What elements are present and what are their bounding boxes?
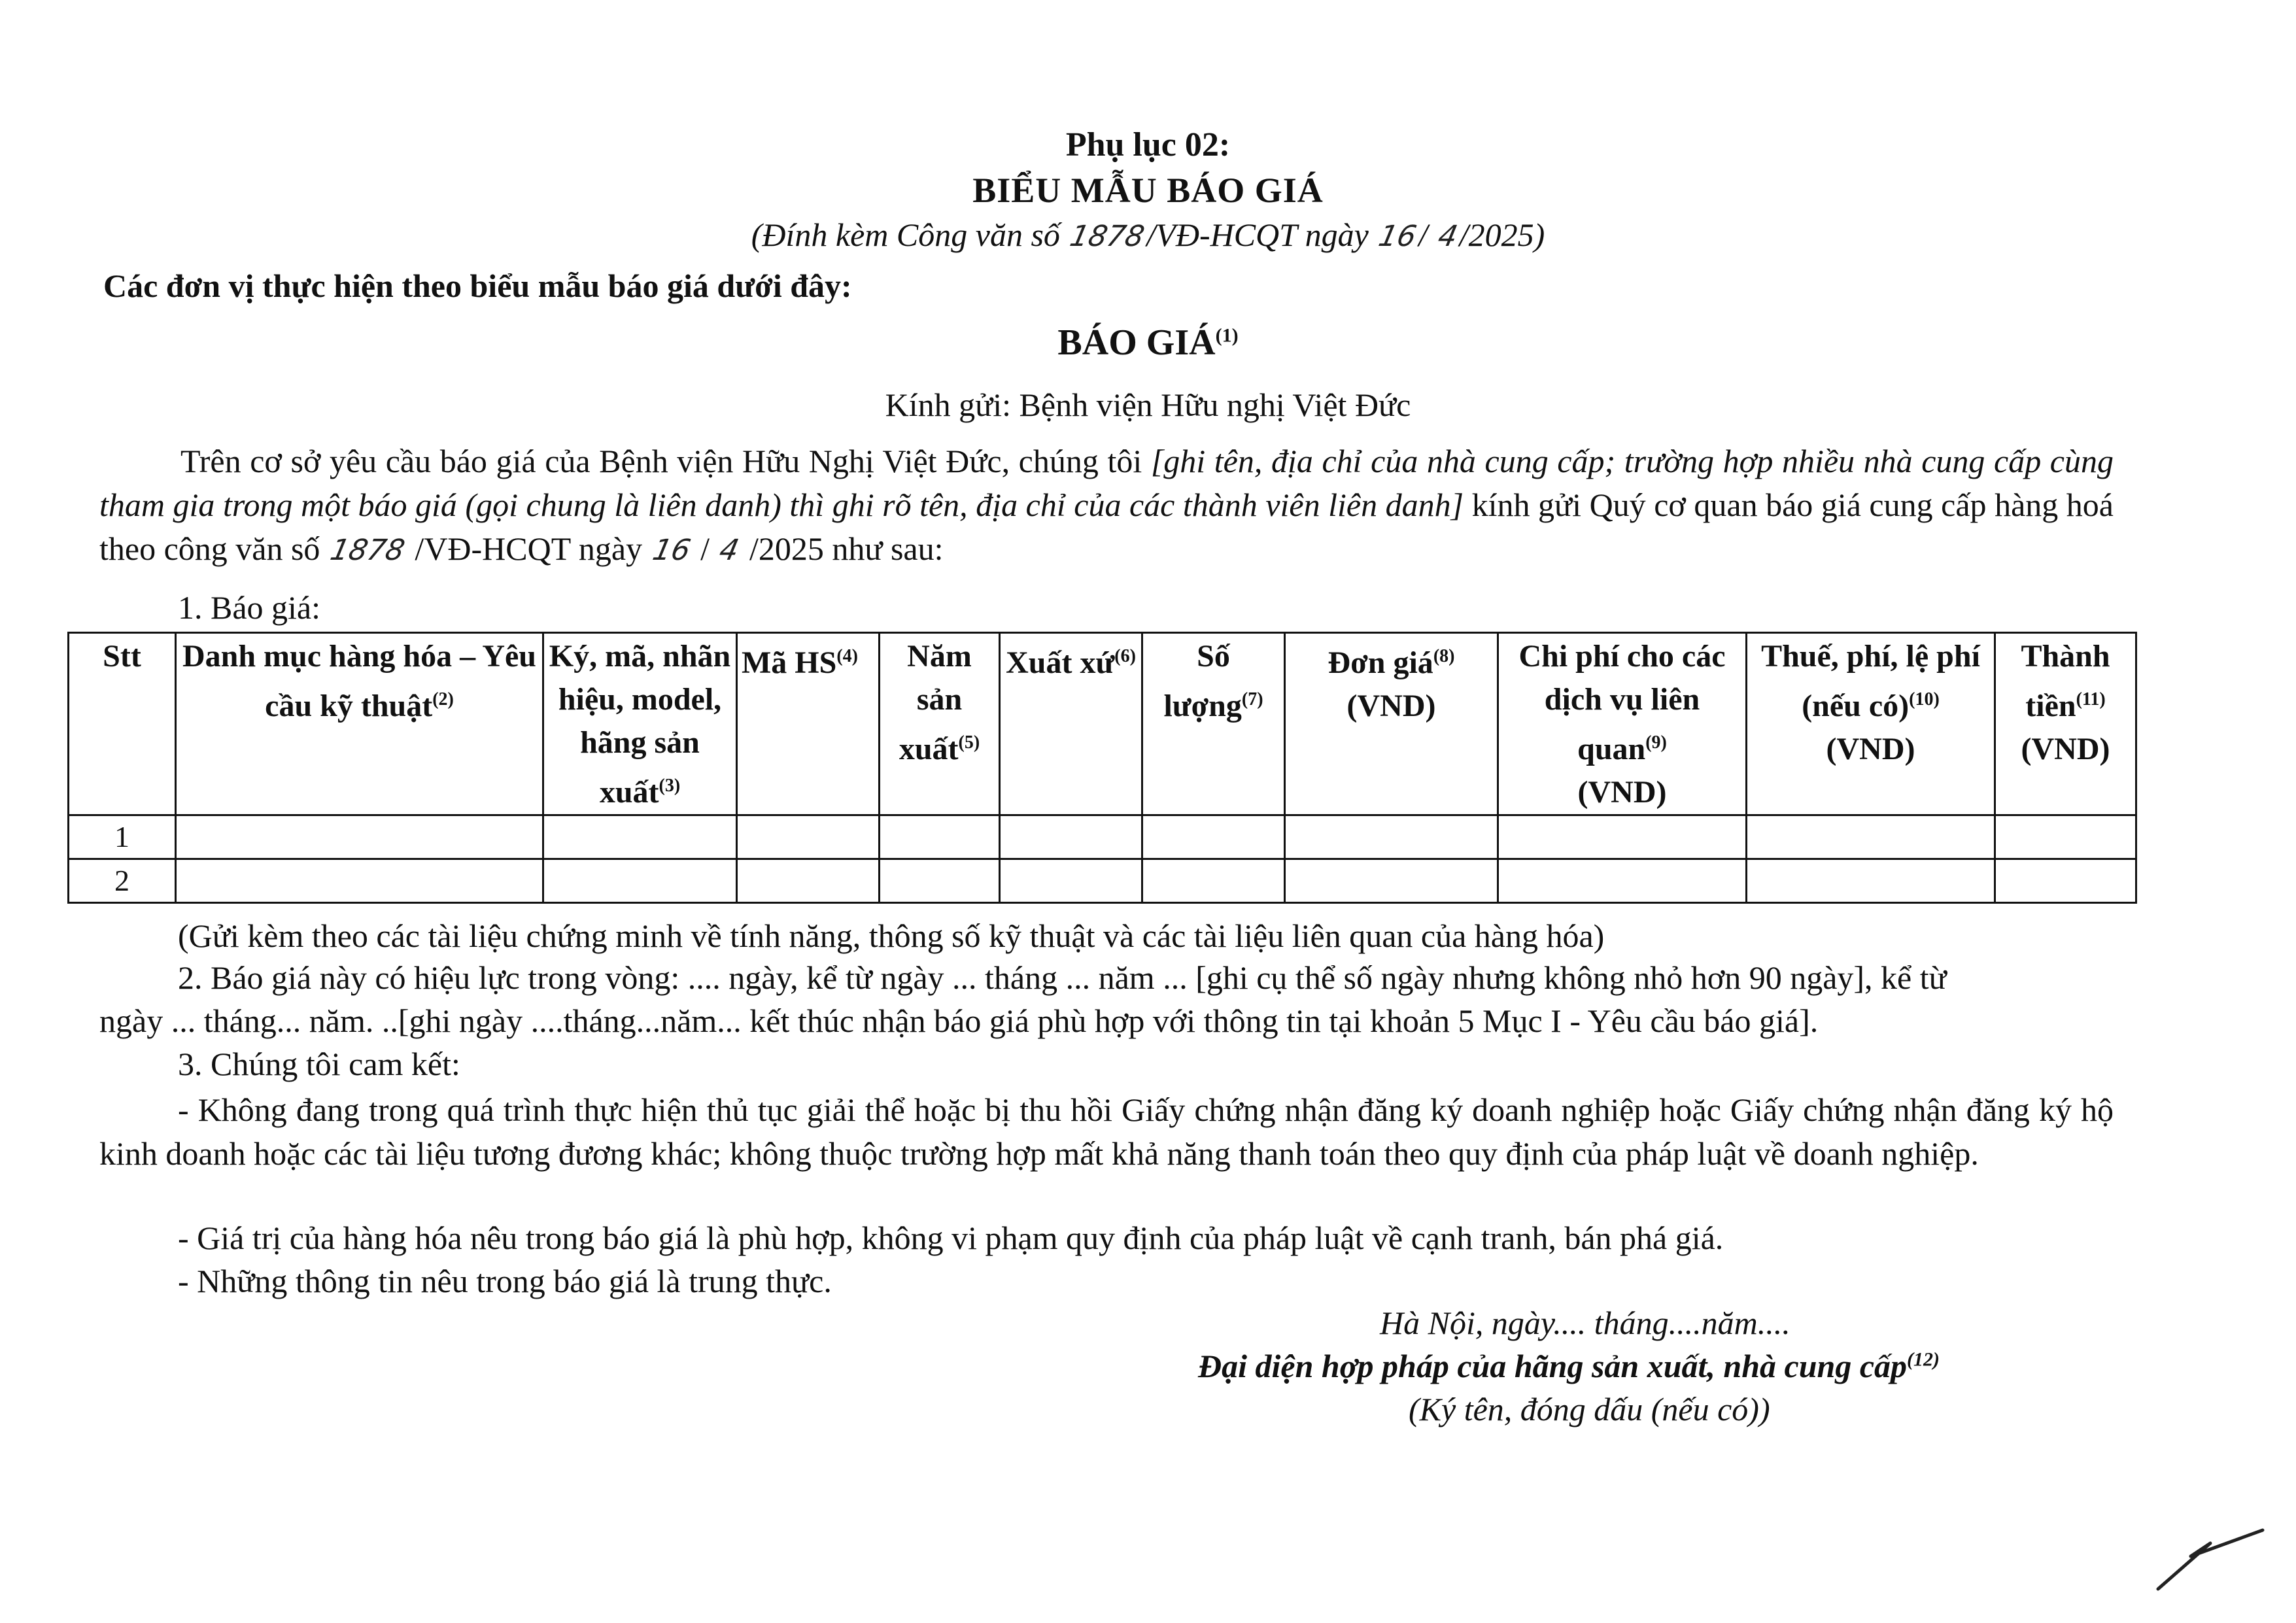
representative-line: Đại diện hợp pháp của hãng sản xuất, nhà cung cấp$^{(12)}$	[1198, 1348, 1940, 1384]
col-header-origin: Xuất xứ$^{(6)}$	[1000, 633, 1142, 815]
table-cell	[543, 815, 737, 859]
table-cell	[737, 859, 880, 903]
handwritten-intro-month: 4	[717, 534, 742, 567]
col-header-year: Năm sản xuất$^{(5)}$	[880, 633, 1000, 815]
sign-note: (Ký tên, đóng dấu (nếu có))	[1409, 1391, 1770, 1427]
table-cell	[1498, 815, 1747, 859]
commitment-item-2: - Giá trị của hàng hóa nêu trong báo giá là phù hợp, không vi phạm quy định của pháp luật về cạnh tranh, bán phá giá.	[178, 1220, 1724, 1256]
row-stt: 2	[69, 859, 176, 903]
col-header-hs-code: Mã HS$^{(4)}$	[737, 633, 880, 815]
intro-sep: /	[692, 530, 718, 567]
appendix-title: Phụ lục 02:	[1065, 126, 1231, 163]
commitment-item-3: - Những thông tin nêu trong báo giá là trung thực.	[178, 1263, 832, 1299]
table-cell	[543, 859, 737, 903]
table-cell	[880, 859, 1000, 903]
table-cell	[1000, 815, 1142, 859]
place-date-line: Hà Nội, ngày.... tháng....năm....	[1380, 1305, 1791, 1341]
attachment-reference	[0, 216, 2296, 254]
commitment-item-1: - Không đang trong quá trình thực hiện thủ tục giải thể hoặc bị thu hồi Giấy chứng nhận đăng ký doanh nghiệp hoặc Giấy chứng nhận đăng ký hộ kinh doanh hoặc các tài liệu tương đương khác; không thuộc trường hợp mất khả năng thanh toán theo quy định của pháp luật về doanh nghiệp.	[99, 1091, 2114, 1172]
attach-sep: /	[1418, 216, 1428, 253]
table-cell	[1285, 815, 1498, 859]
handwritten-month: 4	[1435, 220, 1461, 253]
intro-part4: /2025 như sau:	[741, 530, 944, 567]
quote-table	[67, 632, 2137, 904]
table-row	[69, 859, 2136, 903]
quote-title-note: (1)	[1215, 324, 1239, 347]
table-cell	[1498, 859, 1747, 903]
col-header-model: Ký, mã, nhãn hiệu, model, hãng sản xuất$^{(3)}$	[543, 633, 737, 815]
intro-paragraph	[99, 439, 2114, 572]
intro-part1: Trên cơ sở yêu cầu báo giá của Bệnh viện Hữu Nghị Việt Đức, chúng tôi	[180, 443, 1151, 479]
table-header-row	[69, 633, 2136, 815]
attach-suffix: /2025)	[1459, 216, 1545, 253]
intro-part3: /VĐ-HCQT ngày	[406, 530, 651, 567]
commitment-label: 3. Chúng tôi cam kết:	[178, 1046, 460, 1082]
table-cell	[1000, 859, 1142, 903]
table-cell	[176, 859, 543, 903]
col-header-goods: Danh mục hàng hóa – Yêu cầu kỹ thuật$^{(2)}$	[176, 633, 543, 815]
table-cell	[1995, 815, 2136, 859]
col-header-service-cost: Chi phí cho các dịch vụ liên quan$^{(9)}$ (VND)	[1498, 633, 1747, 815]
handwritten-intro-day: 16	[649, 534, 693, 567]
table-cell	[176, 815, 543, 859]
handwritten-initial-mark	[2151, 1504, 2269, 1596]
col-header-unit-price: Đơn giá$^{(8)}$ (VND)	[1285, 633, 1498, 815]
table-cell	[1995, 859, 2136, 903]
table-cell	[737, 815, 880, 859]
col-header-tax: Thuế, phí, lệ phí (nếu có)$^{(10)}$ (VND)	[1747, 633, 1995, 815]
quote-title	[0, 322, 2296, 364]
row-stt: 1	[69, 815, 176, 859]
validity-line-1: 2. Báo giá này có hiệu lực trong vòng: .... ngày, kể từ ngày ... tháng ... năm ... [ghi cụ thể số ngày nhưng không nhỏ hơn 90 ngày], kể từ	[178, 959, 1947, 996]
table-cell	[1747, 815, 1995, 859]
col-header-stt: Stt	[69, 633, 176, 815]
table-cell	[1142, 815, 1285, 859]
col-header-total: Thành tiền$^{(11)}$ (VND)	[1995, 633, 2136, 815]
table-cell	[1285, 859, 1498, 903]
table-row	[69, 815, 2136, 859]
intro-part2: kính gửi Quý cơ quan báo giá cung cấp hàng hoá theo công văn số	[99, 487, 2114, 567]
handwritten-intro-number: 1878	[327, 534, 408, 567]
quote-title-text: BÁO GIÁ	[1057, 322, 1216, 363]
intro-italic-instruction: [ghi tên, địa chỉ của nhà cung cấp; trường hợp nhiều nhà cung cấp cùng tham gia trong một báo giá (gọi chung là liên danh) thì ghi rõ tên, địa chỉ của các thành viên liên danh]	[99, 443, 2114, 523]
validity-line-2: ngày ... tháng... năm. ..[ghi ngày ....tháng...năm... kết thúc nhận báo giá phù hợp với thông tin tại khoản 5 Mục I - Yêu cầu báo giá].	[99, 1002, 1819, 1039]
table-cell	[1142, 859, 1285, 903]
attach-prefix: (Đính kèm Công văn số	[751, 216, 1060, 253]
table-cell	[1747, 859, 1995, 903]
attach-mid: /VĐ-HCQT ngày	[1146, 216, 1369, 253]
form-title: BIỂU MẪU BÁO GIÁ	[972, 171, 1324, 210]
attachment-note: (Gửi kèm theo các tài liệu chứng minh về tính năng, thông số kỹ thuật và các tài liệu liên quan của hàng hóa)	[178, 917, 1605, 954]
handwritten-day: 16	[1375, 220, 1420, 253]
col-header-quantity: Số lượng$^{(7)}$	[1142, 633, 1285, 815]
table-cell	[880, 815, 1000, 859]
recipient-line: Kính gửi: Bệnh viện Hữu nghị Việt Đức	[885, 386, 1411, 423]
instruction-text: Các đơn vị thực hiện theo biểu mẫu báo giá dưới đây:	[103, 267, 852, 304]
section-1-label: 1. Báo giá:	[178, 589, 321, 626]
handwritten-doc-number: 1878	[1067, 220, 1148, 253]
